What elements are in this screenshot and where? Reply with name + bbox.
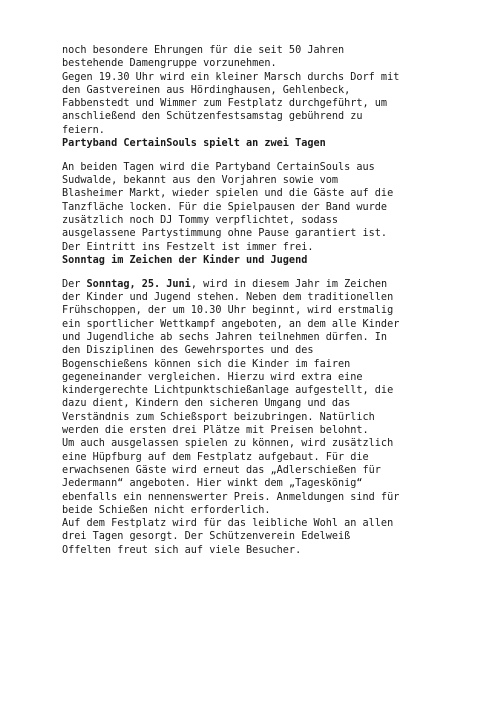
intro-paragraph <box>62 44 482 137</box>
text-line: zusätzlich noch DJ Tommy verpflichtet, sodass <box>62 215 339 227</box>
text-line: noch besondere Ehrungen für die seit 50 Jahren <box>62 45 345 56</box>
section-heading-partyband: Partyband CertainSouls spielt an zwei Tagen <box>62 138 326 150</box>
text-line: Blasheimer Markt, wieder spielen und die Gäste auf die <box>62 188 394 200</box>
text-line: drei Tagen gesorgt. Der Schützenverein Edelweiß <box>62 531 351 543</box>
event-date: Sonntag, 25. Juni <box>86 278 191 290</box>
sonntag-paragraph <box>62 278 482 557</box>
text-line: Bogenschießens können sich die Kinder im fairen <box>62 358 351 370</box>
text-line-with-date <box>62 278 482 291</box>
text-line: dazu dient, Kindern den sicheren Umgang und das <box>62 398 351 410</box>
text-line: Fabbenstedt und Wimmer zum Festplatz durchgeführt, um <box>62 98 388 110</box>
text-line: ausgelassene Partystimmung ohne Pause garantiert ist. <box>62 228 388 240</box>
text-line: ebenfalls ein nennenswerter Preis. Anmeldungen sind für <box>62 491 400 503</box>
text-line: den Gastvereinen aus Hördinghausen, Gehlenbeck, <box>62 84 351 96</box>
text-line: Auf dem Festplatz wird für das leibliche Wohl an allen <box>62 518 394 530</box>
text-line: Der Eintritt ins Festzelt ist immer frei. <box>62 241 314 253</box>
text-line: An beiden Tagen wird die Partyband CertainSouls aus <box>62 161 375 173</box>
text-line: Sudwalde, bekannt aus den Vorjahren sowie vom <box>62 175 339 187</box>
text-line: anschließend den Schützenfestsamstag gebührend zu <box>62 111 363 123</box>
text-line: Um auch ausgelassen spielen zu können, wird zusätzlich <box>62 438 394 450</box>
text-line: kindergerechte Lichtpunktschießanlage aufgestellt, die <box>62 385 394 397</box>
text-line: erwachsenen Gäste wird erneut das „Adlerschießen für <box>62 464 381 476</box>
partyband-paragraph <box>62 161 482 254</box>
text-line: Offelten freut sich auf viele Besucher. <box>62 544 302 556</box>
text-line: Jedermann“ angeboten. Hier winkt dem „Tageskönig“ <box>62 478 363 490</box>
text-line: gegeneinander vergleichen. Hierzu wird extra eine <box>62 371 363 383</box>
text-line: und Jugendliche ab sechs Jahren teilnehmen dürfen. In <box>62 331 388 343</box>
text-line: Frühschoppen, der um 10.30 Uhr beginnt, wird erstmalig <box>62 305 394 317</box>
text-line: feiern. <box>62 124 105 136</box>
document-page <box>62 44 482 557</box>
text-line: der Kinder und Jugend stehen. Neben dem traditionellen <box>62 292 394 304</box>
text-fragment: , wird in diesem Jahr im Zeichen <box>190 278 388 290</box>
text-line: Gegen 19.30 Uhr wird ein kleiner Marsch durchs Dorf mit <box>62 71 400 83</box>
text-fragment: Der <box>62 278 87 290</box>
text-line: eine Hüpfburg auf dem Festplatz aufgebaut. Für die <box>62 451 369 463</box>
text-line: bestehende Damengruppe vorzunehmen. <box>62 58 277 70</box>
section-heading-sonntag: Sonntag im Zeichen der Kinder und Jugend <box>62 254 308 266</box>
text-line: Tanzfläche locken. Für die Spielpausen der Band wurde <box>62 201 388 213</box>
text-line: ein sportlicher Wettkampf angeboten, an dem alle Kinder <box>62 318 400 330</box>
text-line: Verständnis zum Schießsport beizubringen. Natürlich <box>62 411 375 423</box>
text-line: den Disziplinen des Gewehrsportes und des <box>62 345 314 357</box>
text-line: beide Schießen nicht erforderlich. <box>62 504 271 516</box>
text-line: werden die ersten drei Plätze mit Preisen belohnt. <box>62 425 369 437</box>
